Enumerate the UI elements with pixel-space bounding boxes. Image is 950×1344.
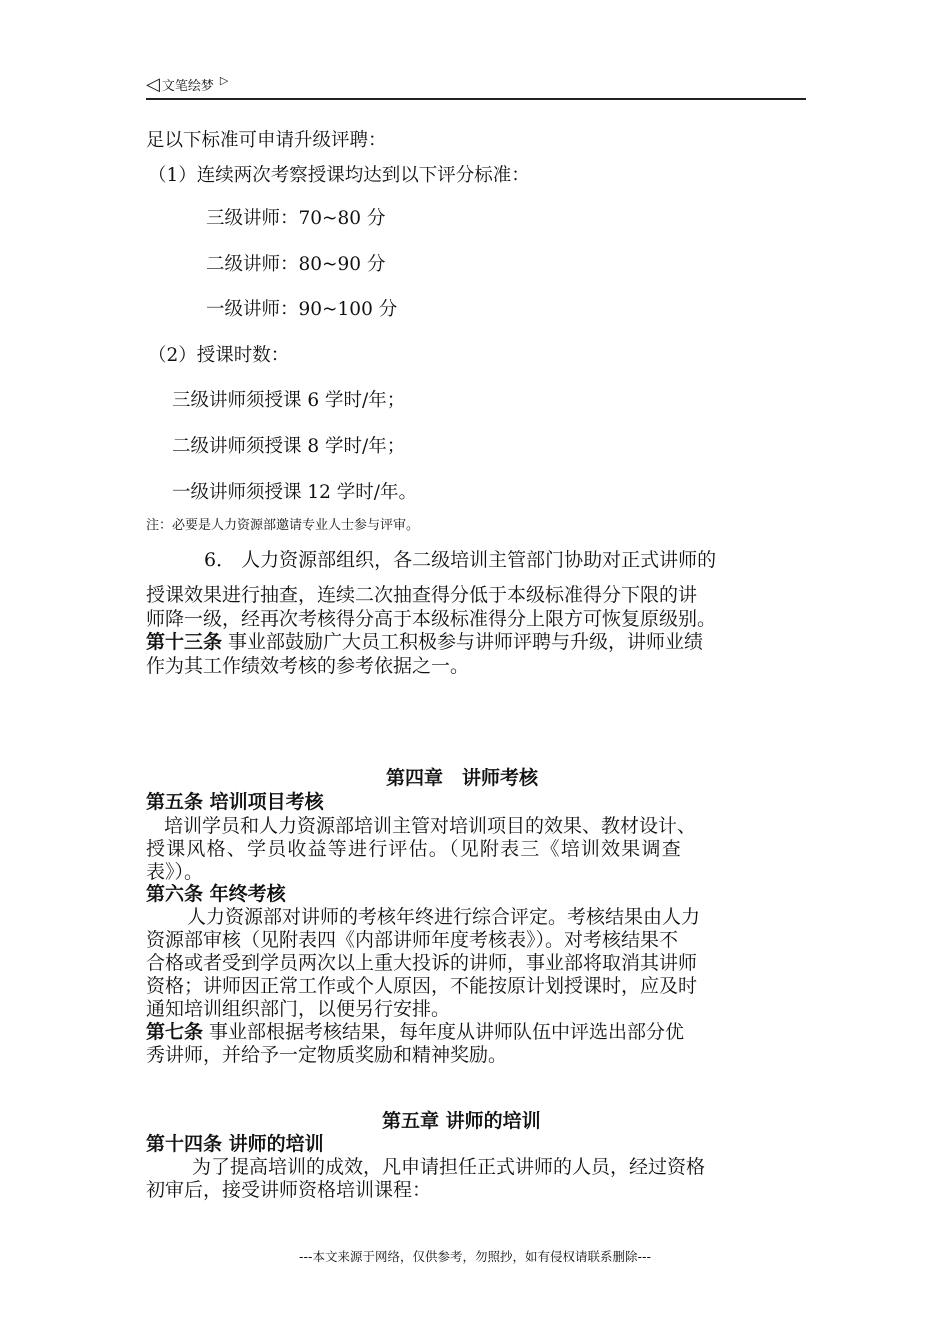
level-three-hours: 三级讲师须授课 6 学时/年；	[172, 390, 406, 411]
paragraph-line: 通知培训组织部门，以便另行安排。	[146, 998, 451, 1020]
paragraph-line: 足以下标准可申请升级评聘：	[146, 130, 387, 151]
article-13-text: 事业部鼓励广大员工积极参与讲师评聘与升级，讲师业绩	[222, 631, 704, 653]
paragraph-line: 人力资源部对讲师的考核年终进行综合评定。考核结果由人力	[187, 906, 701, 928]
level-two-score: 二级讲师：80~90 分	[206, 254, 386, 275]
criteria-item-1: （1）连续两次考察授课均达到以下评分标准：	[148, 165, 530, 186]
paragraph-line: 师降一级，经再次考核得分高于本级标准得分上限方可恢复原级别。	[146, 608, 717, 630]
article-5-title: 第五条 培训项目考核	[146, 791, 324, 813]
paragraph-line: 作为其工作绩效考核的参考依据之一。	[146, 655, 470, 677]
paragraph-line: 为了提高培训的成效，凡申请担任正式讲师的人员，经过资格	[192, 1156, 706, 1178]
chapter-5-heading: 第五章 讲师的培训	[382, 1110, 541, 1132]
paragraph-line: 合格或者受到学员两次以上重大投诉的讲师，事业部将取消其讲师	[146, 952, 698, 974]
article-14-title: 第十四条 讲师的培训	[146, 1133, 324, 1155]
page-footer: ---本文来源于网络，仅供参考，勿照抄，如有侵权请联系删除---	[298, 1249, 652, 1264]
page-header	[146, 74, 228, 98]
header-rule	[146, 98, 806, 100]
level-three-score: 三级讲师：70~80 分	[206, 208, 386, 229]
article-6-title: 第六条 年终考核	[146, 883, 286, 905]
paragraph-line: 秀讲师，并给予一定物质奖励和精神奖励。	[146, 1044, 508, 1066]
paragraph-line: 培训学员和人力资源部培训主管对培训项目的效果、教材设计、	[164, 815, 697, 837]
paragraph-line: 授课效果进行抽查，连续二次抽查得分低于本级标准得分下限的讲	[146, 584, 698, 606]
left-triangle-icon: ◁	[146, 74, 160, 95]
chapter-4-heading: 第四章 讲师考核	[386, 767, 539, 789]
criteria-item-2: （2）授课时数：	[148, 345, 290, 366]
paragraph-line: 资格；讲师因正常工作或个人原因，不能按原计划授课时，应及时	[146, 975, 698, 997]
note-line: 注：必要是人力资源部邀请专业人士参与评审。	[146, 518, 420, 533]
right-triangle-icon: ▷	[219, 74, 229, 87]
level-one-score: 一级讲师：90~100 分	[206, 299, 398, 320]
paragraph-line: 资源部审核（见附表四《内部讲师年度考核表》）。对考核结果不	[146, 929, 679, 951]
paragraph-line: 授课风格、学员收益等进行评估。（见附表三《培训效果调查	[146, 838, 682, 860]
paragraph-line: 初审后，接受讲师资格培训课程：	[146, 1179, 432, 1201]
level-two-hours: 二级讲师须授课 8 学时/年；	[172, 436, 406, 457]
article-7-label: 第七条	[146, 1021, 204, 1043]
article-7-text: 事业部根据考核结果，每年度从讲师队伍中评选出部分优	[203, 1021, 685, 1043]
article-13-label: 第十三条	[146, 631, 223, 653]
paragraph-line: 表》）。	[146, 861, 204, 883]
item-6-line: 6． 人力资源部组织，各二级培训主管部门协助对正式讲师的	[204, 549, 717, 571]
article-13-line	[146, 627, 703, 654]
level-one-hours: 一级讲师须授课 12 学时/年。	[172, 482, 418, 503]
header-title: 文笔绘梦	[161, 79, 214, 94]
